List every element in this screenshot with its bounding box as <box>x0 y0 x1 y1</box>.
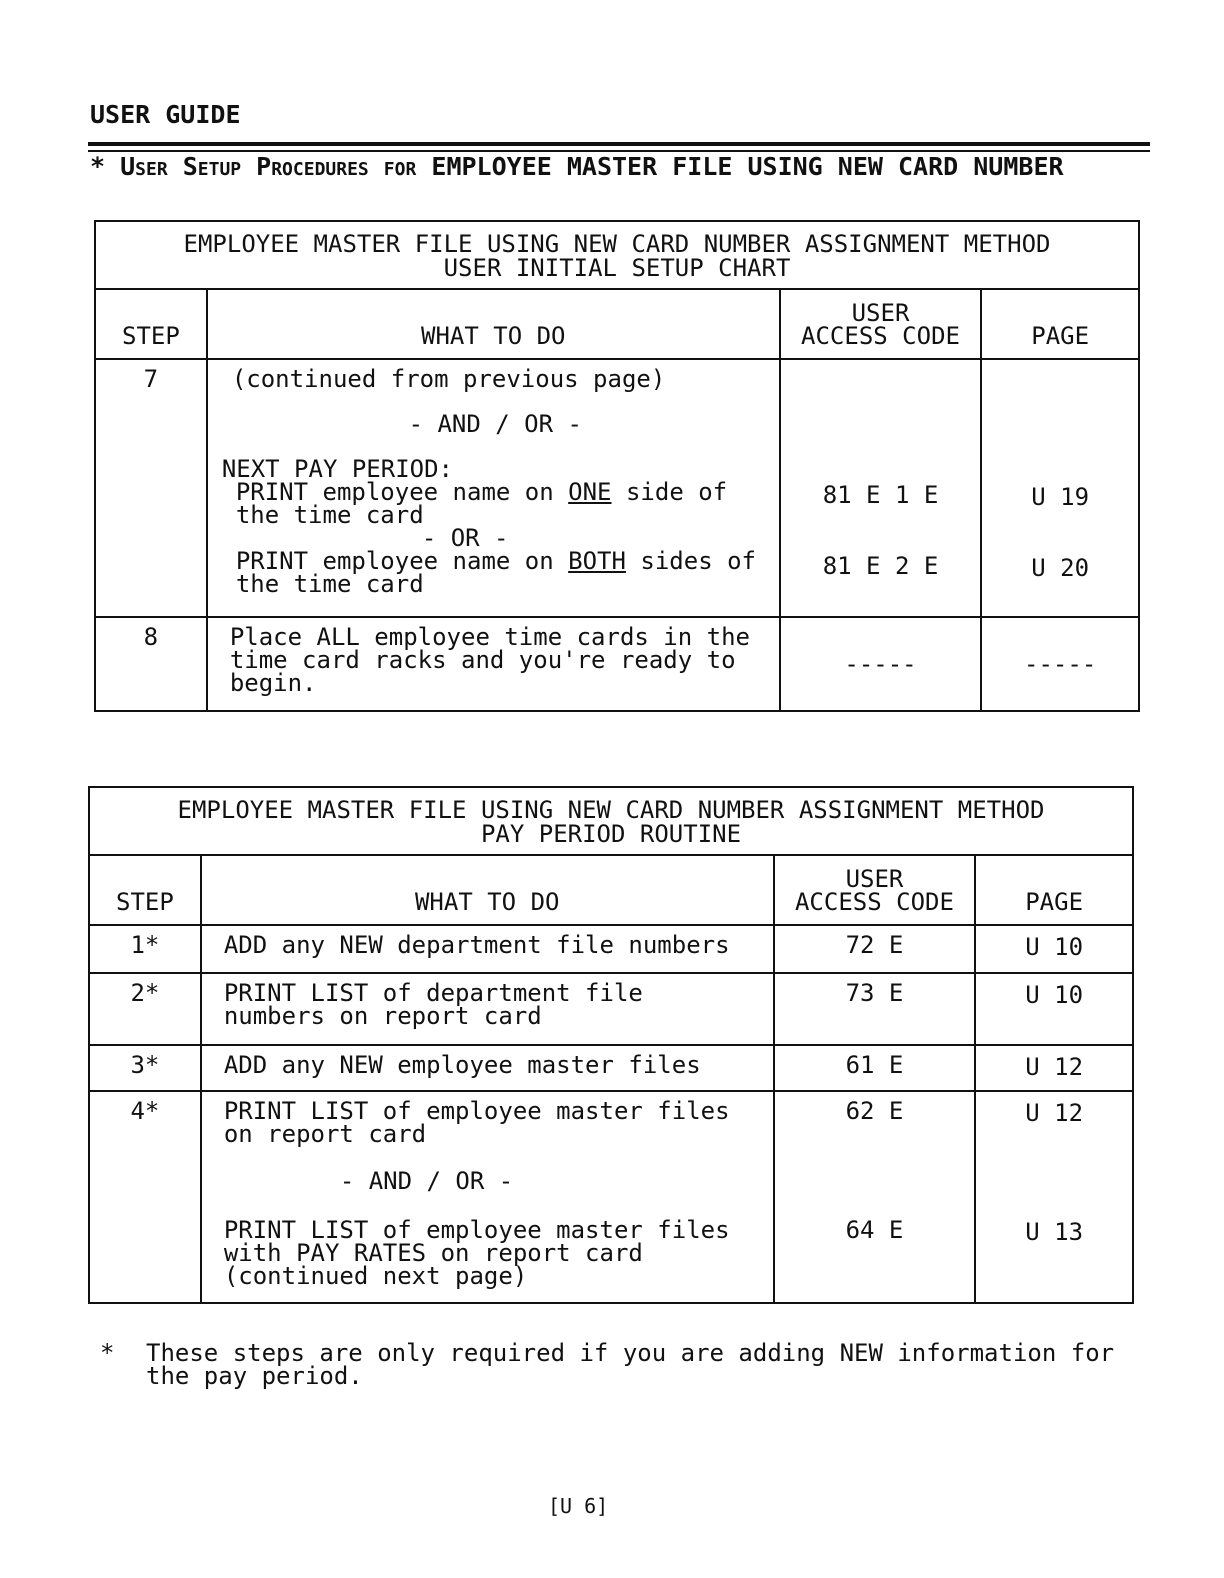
what-line1: PRINT LIST of department file <box>223 979 643 1007</box>
page-ref-2: U 13 <box>1025 1218 1084 1246</box>
chart-title-line2: USER INITIAL SETUP CHART <box>443 254 791 282</box>
what-b-line3: (continued next page) <box>223 1262 528 1290</box>
footnote-line2: the pay period. <box>146 1362 363 1390</box>
section-title-main: EMPLOYEE MASTER FILE USING NEW CARD NUMBER <box>431 152 1064 181</box>
what-line1: ADD any NEW department file numbers <box>223 931 730 959</box>
print-both-sides-line2: the time card <box>235 570 424 598</box>
col-header-code-line2: ACCESS CODE <box>794 888 954 916</box>
page-cell: U 10 <box>975 973 1133 1045</box>
page-ref-1: U 19 <box>1031 483 1090 511</box>
page-cell <box>981 359 1139 617</box>
chart-title <box>95 221 1139 289</box>
or-text: - OR - <box>421 524 509 552</box>
col-header-code <box>780 289 982 359</box>
col-header-page: PAGE <box>981 289 1139 359</box>
next-pay-period: NEXT PAY PERIOD: <box>221 455 453 483</box>
and-or-text: - AND / OR - <box>339 1167 514 1195</box>
print-both-sides-underlined: BOTH <box>568 547 626 575</box>
col-header-what: WHAT TO DO <box>201 855 774 925</box>
what-cell <box>201 1045 774 1091</box>
section-title-prefix: * <box>90 152 121 181</box>
what-cell <box>207 359 780 617</box>
col-header-step: STEP <box>89 855 201 925</box>
header-rule-thick <box>88 142 1150 146</box>
chart-title-line2: PAY PERIOD ROUTINE <box>480 820 742 848</box>
table-row <box>95 359 1139 617</box>
what-cell <box>207 617 780 711</box>
footnote-star: * <box>100 1339 115 1367</box>
step-cell: 2* <box>89 973 201 1045</box>
table-row <box>95 617 1139 711</box>
page-cell: U 12 <box>975 1045 1133 1091</box>
step-cell: 7 <box>95 359 207 617</box>
page-cell: ----- <box>981 617 1139 711</box>
access-code-1: 81 E 1 E <box>822 481 939 509</box>
page-ref-1: U 12 <box>1025 1099 1084 1127</box>
code-cell <box>780 359 982 617</box>
what-line1: Place ALL employee time cards in the <box>229 623 750 651</box>
what-line2: time card racks and you're ready to <box>229 646 736 674</box>
step-cell: 1* <box>89 925 201 973</box>
guide-label: USER GUIDE <box>90 100 241 129</box>
page-number: [U 6] <box>548 1494 609 1518</box>
and-or-text: - AND / OR - <box>408 410 582 438</box>
access-code-2: 81 E 2 E <box>822 552 939 580</box>
what-a-line1: PRINT LIST of employee master files <box>223 1097 730 1125</box>
print-both-sides-post: sides of <box>625 547 756 575</box>
step-cell: 3* <box>89 1045 201 1091</box>
chart-title-line1: EMPLOYEE MASTER FILE USING NEW CARD NUMBER ASSIGNMENT METHOD <box>177 796 1045 824</box>
what-a-line2: on report card <box>223 1120 427 1148</box>
what-line1: ADD any NEW employee master files <box>223 1051 701 1079</box>
what-cell <box>201 973 774 1045</box>
col-header-code-line1: USER <box>845 865 904 893</box>
what-line3: begin. <box>229 669 317 697</box>
print-both-sides-pre: PRINT employee name on <box>235 547 569 575</box>
footnote-line1: These steps are only required if you are adding NEW information for <box>146 1339 1115 1367</box>
print-one-side-post: side of <box>611 478 728 506</box>
access-code-2: 64 E <box>845 1216 904 1244</box>
what-b-line2: with PAY RATES on report card <box>223 1239 643 1267</box>
page-ref-2: U 20 <box>1031 554 1090 582</box>
print-one-side-line2: the time card <box>235 501 424 529</box>
col-header-page: PAGE <box>975 855 1133 925</box>
code-cell <box>774 1091 976 1303</box>
access-code-1: 62 E <box>845 1097 904 1125</box>
code-cell: ----- <box>780 617 982 711</box>
chart-title <box>89 787 1133 855</box>
pay-period-routine-chart <box>88 786 1134 1304</box>
code-cell: 61 E <box>774 1045 976 1091</box>
col-header-code <box>774 855 976 925</box>
table-row <box>89 925 1133 973</box>
col-header-step: STEP <box>95 289 207 359</box>
section-title <box>90 152 1064 181</box>
col-header-what: WHAT TO DO <box>207 289 780 359</box>
col-header-code-line2: ACCESS CODE <box>801 322 960 350</box>
page-cell: U 10 <box>975 925 1133 973</box>
table-row <box>89 973 1133 1045</box>
col-header-code-line1: USER <box>851 299 910 327</box>
footnote <box>100 1339 1140 1390</box>
continued-text: (continued from previous page) <box>231 365 666 393</box>
code-cell: 73 E <box>774 973 976 1045</box>
what-cell <box>201 925 774 973</box>
page-cell <box>975 1091 1133 1303</box>
what-line2: numbers on report card <box>223 1002 542 1030</box>
print-one-side-pre: PRINT employee name on <box>235 478 569 506</box>
chart-title-line1: EMPLOYEE MASTER FILE USING NEW CARD NUMBER ASSIGNMENT METHOD <box>183 230 1051 258</box>
step-cell: 4* <box>89 1091 201 1303</box>
what-cell <box>201 1091 774 1303</box>
initial-setup-chart <box>94 220 1140 712</box>
section-title-smallcaps: User Setup Procedures for <box>120 152 417 181</box>
what-b-line1: PRINT LIST of employee master files <box>223 1216 730 1244</box>
step-cell: 8 <box>95 617 207 711</box>
code-cell: 72 E <box>774 925 976 973</box>
print-one-side-underlined: ONE <box>568 478 612 506</box>
table-row <box>89 1091 1133 1303</box>
table-row <box>89 1045 1133 1091</box>
